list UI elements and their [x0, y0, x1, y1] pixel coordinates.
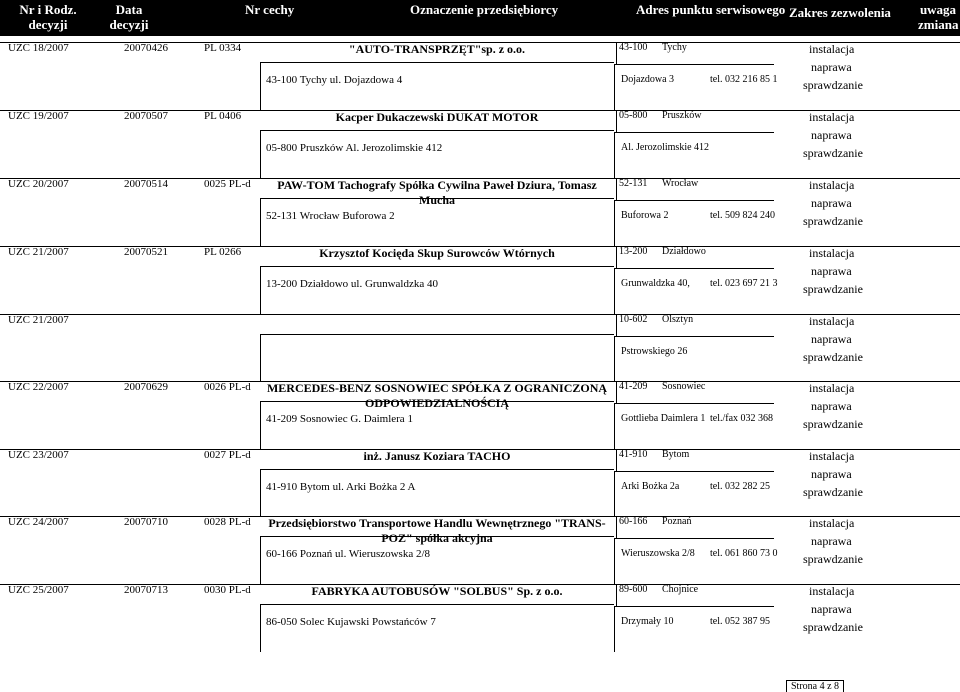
street-box: [614, 200, 774, 246]
street-box: [614, 403, 774, 449]
address-box: [260, 130, 614, 178]
company-address: 60-166 Poznań ul. Wieruszowska 2/8: [266, 548, 431, 560]
service-street: Grunwaldzka 40,: [621, 278, 690, 289]
address-box: [260, 604, 614, 652]
scope-installation: instalacja: [809, 110, 855, 124]
company-address: 13-200 Działdowo ul. Grunwaldzka 40: [266, 278, 438, 290]
street-box: [614, 538, 774, 584]
scope-verification: sprawdzanie: [803, 78, 863, 92]
decision-date: 20070426: [124, 42, 168, 54]
scope-verification: sprawdzanie: [803, 214, 863, 228]
address-box: [260, 62, 614, 110]
scope-verification: sprawdzanie: [803, 146, 863, 160]
street-box: [614, 471, 774, 517]
decision-number: UZC 22/2007: [8, 381, 69, 393]
service-street: Dojazdowa 3: [621, 74, 675, 85]
street-box: [614, 336, 774, 382]
col-oznaczenie: Oznaczenie przedsiębiorcy: [410, 2, 559, 17]
scope-installation: instalacja: [809, 584, 855, 598]
scope-repair: naprawa: [811, 196, 852, 210]
table-header: [0, 0, 960, 36]
company-address: 41-910 Bytom ul. Arki Bożka 2 A: [266, 481, 416, 493]
service-city: Sosnowiec: [662, 381, 706, 392]
decision-date: 20070710: [124, 516, 168, 528]
col-data: [104, 2, 154, 32]
service-postal-code: 43-100: [619, 42, 648, 53]
col-zakres: Zakres zezwolenia: [789, 5, 891, 20]
service-postal-code: 41-209: [619, 381, 648, 392]
scope-installation: instalacja: [809, 449, 855, 463]
service-city: Wrocław: [662, 178, 699, 189]
seal-number: 0025 PL-d: [204, 178, 251, 190]
service-postal-code: 10-602: [619, 314, 648, 325]
service-postal-code: 41-910: [619, 449, 648, 460]
decision-number: UZC 19/2007: [8, 110, 69, 122]
decision-number: UZC 21/2007: [8, 246, 69, 258]
company-address: 86-050 Solec Kujawski Powstańców 7: [266, 616, 436, 628]
page-number: Strona 4 z 8: [786, 680, 844, 692]
service-street: Drzymały 10: [621, 616, 674, 627]
col-uwaga-line2: zmiana: [918, 17, 959, 32]
seal-number: PL 0406: [204, 110, 242, 122]
service-city: Tychy: [662, 42, 687, 53]
scope-repair: naprawa: [811, 60, 852, 74]
col-nr-line1: Nr i Rodz.: [19, 2, 77, 17]
col-uwaga-line1: uwaga: [919, 2, 957, 17]
company-address: 52-131 Wrocław Buforowa 2: [266, 210, 395, 222]
seal-number: 0027 PL-d: [204, 449, 251, 461]
decision-number: UZC 24/2007: [8, 516, 69, 528]
scope-installation: instalacja: [809, 42, 855, 56]
company-name: Krzysztof Kocięda Skup Surowców Wtórnych: [319, 246, 555, 260]
service-street: Al. Jerozolimskie 412: [621, 142, 710, 153]
record-row: [0, 516, 960, 584]
decision-date: 20070507: [124, 110, 168, 122]
company-address: 41-209 Sosnowiec G. Daimlera 1: [266, 413, 413, 425]
scope-verification: sprawdzanie: [803, 350, 863, 364]
service-city: Działdowo: [662, 246, 706, 257]
col-nr: [8, 2, 88, 32]
service-phone: tel. 509 824 240: [710, 210, 775, 221]
service-street: Gottlieba Daimlera 1: [621, 413, 706, 424]
decision-number: UZC 18/2007: [8, 42, 69, 54]
scope-repair: naprawa: [811, 332, 852, 346]
company-name: MERCEDES-BENZ SOSNOWIEC SPÓŁKA Z OGRANICZONĄ ODPOWIEDZIALNOŚCIĄ: [266, 381, 608, 410]
service-phone: tel. 032 216 85 1: [710, 74, 778, 85]
service-phone: tel. 023 697 21 3: [710, 278, 778, 289]
decision-number: UZC 20/2007: [8, 178, 69, 190]
decision-number: UZC 23/2007: [8, 449, 69, 461]
record-row: [0, 449, 960, 517]
scope-installation: instalacja: [809, 381, 855, 395]
scope-verification: sprawdzanie: [803, 620, 863, 634]
seal-number: 0030 PL-d: [204, 584, 251, 596]
record-row: [0, 314, 960, 382]
company-name: PAW-TOM Tachografy Spółka Cywilna Paweł Dziura, Tomasz Mucha: [277, 178, 597, 207]
scope-repair: naprawa: [811, 534, 852, 548]
service-street: Wieruszowska 2/8: [621, 548, 695, 559]
scope-verification: sprawdzanie: [803, 282, 863, 296]
street-box: [614, 268, 774, 314]
service-city: Pruszków: [662, 110, 702, 121]
service-street: Arki Bożka 2a: [621, 481, 680, 492]
street-box: [614, 132, 774, 178]
service-phone: tel./fax 032 368: [710, 413, 774, 424]
company-name: Kacper Dukaczewski DUKAT MOTOR: [335, 110, 539, 124]
record-row: [0, 246, 960, 314]
col-adres: Adres punktu serwisowego: [636, 2, 786, 17]
decision-date: 20070514: [124, 178, 168, 190]
scope-verification: sprawdzanie: [803, 552, 863, 566]
service-phone: tel. 061 860 73 0: [710, 548, 778, 559]
scope-repair: naprawa: [811, 399, 852, 413]
service-city: Poznań: [662, 516, 692, 527]
seal-number: PL 0266: [204, 246, 242, 258]
scope-repair: naprawa: [811, 128, 852, 142]
service-phone: tel. 032 282 25: [710, 481, 770, 492]
col-nr-cechy: Nr cechy: [245, 2, 295, 17]
decision-date: 20070521: [124, 246, 168, 258]
col-nr-line2: decyzji: [28, 17, 68, 32]
record-row: [0, 178, 960, 246]
col-data-line1: Data: [115, 2, 143, 17]
service-city: Bytom: [662, 449, 690, 460]
company-name: Przedsiębiorstwo Transportowe Handlu Wewnętrznego "TRANS-POZ" spółka akcyjna: [268, 516, 606, 545]
scope-repair: naprawa: [811, 602, 852, 616]
service-postal-code: 05-800: [619, 110, 648, 121]
record-row: [0, 42, 960, 110]
service-postal-code: 89-600: [619, 584, 648, 595]
service-city: Olsztyn: [662, 314, 694, 325]
scope-installation: instalacja: [809, 516, 855, 530]
record-row: [0, 381, 960, 449]
service-street: Buforowa 2: [621, 210, 669, 221]
scope-installation: instalacja: [809, 246, 855, 260]
seal-number: PL 0334: [204, 42, 242, 54]
scope-verification: sprawdzanie: [803, 485, 863, 499]
scope-repair: naprawa: [811, 264, 852, 278]
seal-number: 0028 PL-d: [204, 516, 251, 528]
street-box: [614, 64, 774, 110]
seal-number: 0026 PL-d: [204, 381, 251, 393]
company-address: 43-100 Tychy ul. Dojazdowa 4: [266, 74, 403, 86]
col-uwaga: [918, 2, 958, 32]
decision-date: 20070713: [124, 584, 168, 596]
record-row: [0, 110, 960, 178]
address-box: [260, 334, 614, 382]
service-postal-code: 13-200: [619, 246, 648, 257]
street-box: [614, 606, 774, 652]
decision-number: UZC 25/2007: [8, 584, 69, 596]
company-name: "AUTO-TRANSPRZĘT"sp. z o.o.: [348, 42, 526, 56]
scope-installation: instalacja: [809, 178, 855, 192]
record-row: [0, 584, 960, 652]
scope-installation: instalacja: [809, 314, 855, 328]
decision-date: 20070629: [124, 381, 168, 393]
service-phone: tel. 052 387 95: [710, 616, 770, 627]
company-name: inż. Janusz Koziara TACHO: [363, 449, 511, 463]
company-name: FABRYKA AUTOBUSÓW "SOLBUS" Sp. z o.o.: [311, 584, 563, 598]
service-street: Pstrowskiego 26: [621, 346, 688, 357]
col-data-line2: decyzji: [109, 17, 149, 32]
scope-verification: sprawdzanie: [803, 417, 863, 431]
service-postal-code: 52-131: [619, 178, 648, 189]
address-box: [260, 266, 614, 314]
scope-repair: naprawa: [811, 467, 852, 481]
service-postal-code: 60-166: [619, 516, 648, 527]
service-city: Chojnice: [662, 584, 699, 595]
decision-number: UZC 21/2007: [8, 314, 69, 326]
address-box: [260, 469, 614, 517]
company-address: 05-800 Pruszków Al. Jerozolimskie 412: [266, 142, 443, 154]
